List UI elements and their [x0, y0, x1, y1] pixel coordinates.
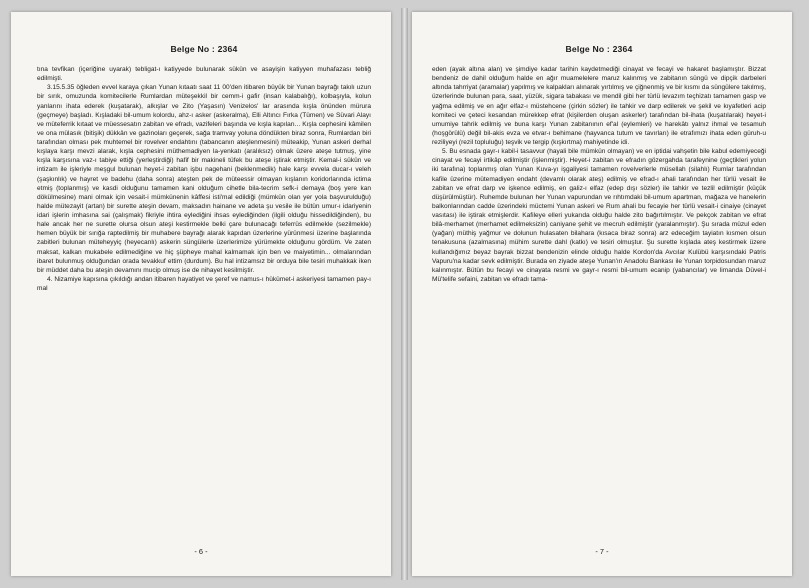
left-paragraph-1: tına tevfikan (içeriğine uyarak) tebligat-ı katiyyede bulunarak sükûn ve asayişin katiyyen muhafazası tebliğ edilmişti.	[37, 66, 371, 83]
right-page-header: Belge No : 2364	[565, 44, 633, 54]
left-paragraph-3: 4. Nizamiye kapısına çıkıldığı andan itibaren hayatiyet ve şeref ve namus-ı hükümet-i askeriyesi tamamen pay-ı mal	[37, 275, 371, 292]
right-page-body	[432, 65, 766, 284]
right-paragraph-1: eden (ayak altına alan) ve şimdiye kadar tarihin kaydetmediği cinayat ve fecayi ve hakaret başlamıştır. Bizzat bendeniz de dahil olduğum halde en ağır muamelelere maruz kalınmış ve zabitanın süngü ve dipçik darbeleri altında tahrriyat (aramalar) yapılmış ve kalpakları alınarak yırtılmış ve çiğnenmiş ve bir kısmı da süngülere takılmış, üzerlerinde bulunan para, saat, yüzük, sigara tabakası ve mendil gibi her türlü levazım teçhizatı tamamen gasp ve yağma edilmiş ve en ağır elfaz-ı müstehcene (çirkin sözler) ile tahkir ve darp edilerek ve şekil ve kıyafetleri acip komiteci ve çeteci kesandan mürekkep efrat (kişilerden oluşan askerler) tarafından bil-ihata (kuşatılarak) heyet-i umumiye tahrik edilmiş ve buna karşı Yunan zabitanının ef'al (eylemleri) ve harekâtı yalnız ihmal ve tesamuh (hoşgörülü) değil bil-akis evza ve etvar-ı behimane (hayvanca tutum ve tavırları) ile etrafımızı ihata eden güruh-u reziliyeyi (rezil topluluğu) teşvik ve tergip (kışkırtma) mahiyetinde idi.	[432, 66, 766, 146]
right-page	[412, 12, 792, 576]
right-page-number: - 7 -	[595, 547, 609, 556]
book-gutter	[401, 8, 408, 580]
left-paragraph-2: 3.15.5.35 öğleden evvel karaya çıkan Yunan kıtaatı saat 11 00'den itibaren büyük bir Yunan bayrağı takılı uzun bir sırık, omuzunda komitecilerle Rumlardan müteşekkil bir cemm-i gafir (insan kalabalığı), kolbaşıyla, kolun yanlarını ihata ederek (kuşatarak), alkışlar ve Zito (Yaşasın) Venizelos' lar arasında kışla önünden mürura (geçmeye) başladı. Kışladaki bil-umum kolordu, ahz-ı asker (askeralma), Elli Altıncı Fırka (Tümen) ve Süvari Alayı ve müteferrik kıtaat ve müessesatın zabitan ve efradı, vazifeleri başında ve kışla kapıları... Kışla cephesini kâmilen ve ona mülasık (bitişik) dükkân ve gazinoları geçerek, sağa tramvay yoluna döndükten biraz sonra, Rumlardan biri tarafından olması pek muhtemel bir rovelver endahtını (tabancanın ateşlenmesini) müteakip, Yunan askeri derhal kışlaya karşı mevzi alarak, kışla cephesini müthemadiyen la-yenkatı (aralıksız) olmak üzere ateşe tutmuş, yine kışla karşısına vaz-ı tabiye ettiği (yerleştirdiği) hafif bir makineli tüfek bu ateşe iştirak etmiştir. Kemal-i sükûn ve intizam ile işleriyle meşgul bulunan heyet-i zabitan işbu nagehani (beklenmedik) hale karşı evvela ducar-ı veleh (şaşkınlık) ve hayret ve badehu (daha sonra) ateşten pek de müteessir olmayan kışlanın koridorlarında ictima etmiş (toplanmış) ve kasdi olduğunu tamamen kani olduğum cihetle bila-tecrim sefk-i demaya (boş yere kan dökülmesine) mani olmak için vesait-i mümkünenin kâffesi isti'mal edildiği (mümkün olan yer yola başvurulduğu) halde mütezayit (artan) bir surette ateşin devam, maksadın hainane ve adeta şu vesile ile bütün umur-ı idariyenin idari işlerin imhasına sai (çalışmak) fikriyle ihtira eylediğini ihsas eylediğinden (ilgili olduğu hissedildiğinden), bu hale ancak her ne surette olursa olsun ateşi kestirmekle belki çare bulunacağı teferrüs edilmekle (sezilmekle) hemen büyük bir sırığa raptedilmiş bir muhabere bayrağı alarak kapıdan üzerlerine yürünmesi üzerine başlarında zabitleri bulunan müteheyyiç (heyecanlı) askerin süngülerle üzerlerimize yürümekte olduğunu gördüm. Ve zaten maksat, kalkan mukabele edilmediğine ve hiç şüpheye mahal kalmamak için ben ve maiyetimin... olmalarından ibaret bulunmuş olduğundan orada tevakkuf ettim (durdum). Bu hal intizamsız bir orduya bile tesiri muhakkak iken bir müddet daha bu ateşin devamını mucip olmuş ise de nihayet kesilmiştir.	[37, 84, 371, 274]
left-page-number: - 6 -	[194, 547, 208, 556]
left-page-header: Belge No : 2364	[170, 44, 238, 54]
left-page-body	[37, 65, 371, 293]
right-paragraph-2: 5. Bu esnada gayr-ı kabil-i tasavvur (hayali bile mümkün olmayan) ve en iptidai vahşetin bile kabul edemiyeceği cinayat ve fecayi irtikâp edilmiştir (işlenmiştir). Heyet-i zabitan ve efradın gözergahda tarafeynine (geçtikleri yolun iki tarafına) toplanmış olan Yunan Kuva-yı işgaliyesi tamamen rovelverlerle müsellah (silahlı) Rumlar tarafından kafile üzerine mütemadiyen endaht (devamlı olarak ateş) edilmiş ve efrad-ı ahali tarafından her türlü vesait ile zabitan ve efrat darp ve işkence edilmiş, en galiz-ı elfaz (edep dışı sözler) ile tahkir ve tezlil edilmiştir (küçük düşürülmüştür). Ruhemde bulunan her Yunan vapurundan ve rıhtımdaki bil-umum apartman, mağaza ve hanelerin balkonlarından cadde üzerindeki müctemi Yunan askeri ve Rum ahali bu fecayie her türlü vesait-i cinaiye (cinayet vasıtası) ile iştirak etmişlerdir. Kafileye elleri yukarıda olduğu halde zito bağırtılmıştır. Ve pekçok zabitan ve efrat bilâ-merhamet (merhamet edilmeksizin) caniyane şehit ve mecruh edilmiştir (yaralanmıştır). Şu sırada müzul eden (yağan) müthiş yağmur ve dolunun hulasaten bilahara (kısaca biraz sonra) arz edeceğim tayiatın kısmen olsun tenakusuna (azalmasına) mühim surette dahl (katkı) ve tesiri olmuştur. Şu surette kışlada ateş kestirmek üzere kullandığımız beyaz bayrak bizzat bendenizin elinde olduğu halde Kordon'da Avcılar Kulübü karşısındaki Patris Vapuru'na kadar sevk edilmiştir. Burada en ziyade ateşe Yunan'ın Anadolu Bankası ile Yunan torpidosundan maruz kalınmıştır. Bütün bu fecayi ve cinayata resmi ve gayr-ı resmi bil-umum ecanip (yabancılar) ve limanda Düvel-i Mü'telife sefaini, zabitan ve efradı tama-	[432, 148, 766, 283]
left-page	[11, 12, 391, 576]
